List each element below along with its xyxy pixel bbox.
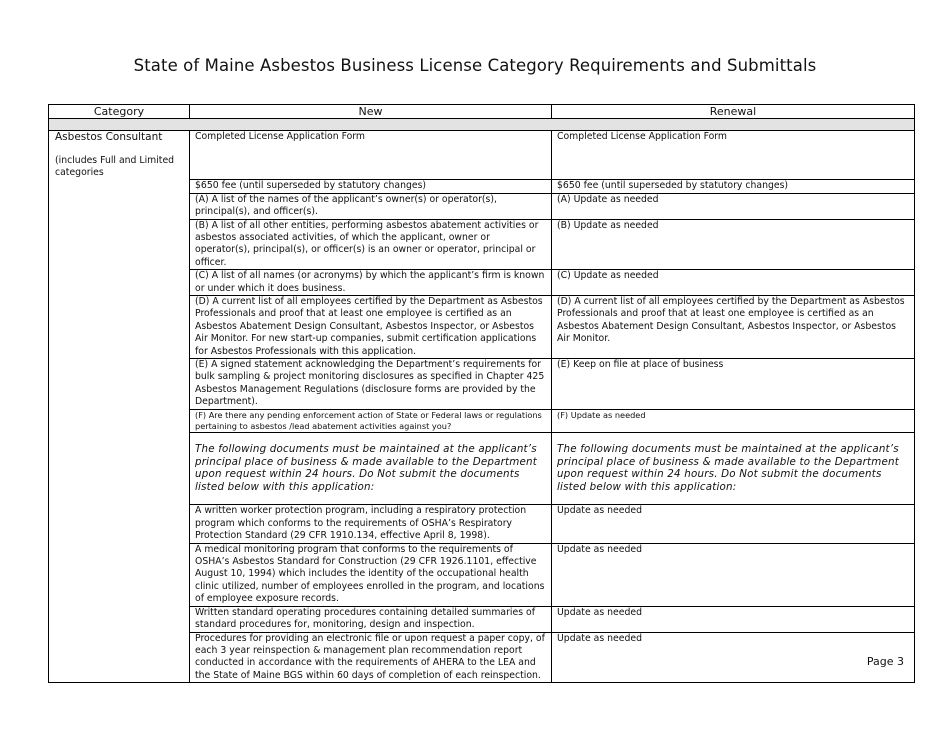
category-cell-empty [49, 409, 190, 433]
category-cell [49, 131, 190, 180]
spacer-cell [49, 119, 915, 131]
table-row [49, 409, 915, 433]
new-cell: $650 fee (until superseded by statutory changes) [190, 180, 552, 193]
renewal-cell: (F) Update as needed [552, 409, 915, 433]
new-cell: (D) A current list of all employees certified by the Department as Asbestos Professionals and proof that at least one employee is certified as an Asbestos Abatement Design Consultant, Asbestos Inspector, or Asbestos Air Monitor. For new start-up companies, submit certification applications for Asbestos Professionals with this application. [190, 295, 552, 358]
category-cell-empty [49, 505, 190, 543]
new-cell: A written worker protection program, including a respiratory protection program which conforms to the requirements of OSHA’s Respiratory Protection Standard (29 CFR 1910.134, effective April 8, 1998). [190, 505, 552, 543]
renewal-cell: (C) Update as needed [552, 270, 915, 296]
table-row [49, 505, 915, 543]
spacer-row [49, 119, 915, 131]
column-header-renewal: Renewal [552, 105, 915, 119]
table-header-row [49, 105, 915, 119]
category-cell-empty [49, 606, 190, 632]
new-cell: (F) Are there any pending enforcement action of State or Federal laws or regulations pertaining to asbestos /lead abatement activities against you? [190, 409, 552, 433]
table-row [49, 359, 915, 410]
category-name: Asbestos Consultant [55, 131, 163, 143]
page-number: Page 3 [866, 655, 904, 668]
category-note: (includes Full and Limited categories [55, 155, 175, 179]
table-row [49, 193, 915, 219]
renewal-cell: (E) Keep on file at place of business [552, 359, 915, 410]
renewal-cell-notice: The following documents must be maintained at the applicant’s principal place of business & made available to the Department upon request within 24 hours. Do Not submit the documents listed below with this application: [552, 433, 915, 505]
category-cell-empty [49, 270, 190, 296]
renewal-cell: Update as needed [552, 505, 915, 543]
table-row [49, 270, 915, 296]
renewal-cell: Update as needed [552, 632, 915, 683]
category-cell-empty [49, 359, 190, 410]
category-cell-empty [49, 543, 190, 606]
renewal-cell: Update as needed [552, 606, 915, 632]
new-cell: (A) A list of the names of the applicant’s owner(s) or operator(s), principal(s), and officer(s). [190, 193, 552, 219]
new-cell: Completed License Application Form [190, 131, 552, 180]
renewal-cell: (A) Update as needed [552, 193, 915, 219]
category-cell-empty [49, 295, 190, 358]
table-row [49, 131, 915, 180]
renewal-cell: Update as needed [552, 543, 915, 606]
category-cell-empty [49, 632, 190, 683]
category-cell-empty [49, 193, 190, 219]
requirements-table [48, 104, 915, 683]
new-cell: Procedures for providing an electronic file or upon request a paper copy, of each 3 year reinspection & management plan recommendation report conducted in accordance with the requirements of AHERA to the LEA and the State of Maine BGS within 60 days of completion of each reinspection. [190, 632, 552, 683]
new-cell: Written standard operating procedures containing detailed summaries of standard procedures for, monitoring, design and inspection. [190, 606, 552, 632]
new-cell: (B) A list of all other entities, performing asbestos abatement activities or asbestos associated activities, of which the applicant, owner or operator(s), principal(s), or officer(s) is an owner or operator, principal or officer. [190, 219, 552, 270]
column-header-category: Category [49, 105, 190, 119]
new-cell: A medical monitoring program that conforms to the requirements of OSHA’s Asbestos Standard for Construction (29 CFR 1926.1101, effective August 10, 1994) which includes the identity of the occupational health clinic utilized, number of employees enrolled in the program, and locations of employee exposure records. [190, 543, 552, 606]
category-cell-empty [49, 219, 190, 270]
category-cell-empty [49, 180, 190, 193]
table-row [49, 180, 915, 193]
page-title: State of Maine Asbestos Business License Category Requirements and Submittals [133, 56, 817, 75]
renewal-cell: (B) Update as needed [552, 219, 915, 270]
table-row [49, 295, 915, 358]
renewal-cell: Completed License Application Form [552, 131, 915, 180]
category-cell-empty [49, 433, 190, 505]
table-row [49, 543, 915, 606]
renewal-cell: (D) A current list of all employees certified by the Department as Asbestos Professionals and proof that at least one employee is certified as an Asbestos Abatement Design Consultant, Asbestos Inspector, or Asbestos Air Monitor. [552, 295, 915, 358]
table-row [49, 219, 915, 270]
new-cell-notice: The following documents must be maintained at the applicant’s principal place of business & made available to the Department upon request within 24 hours. Do Not submit the documents listed below with this application: [190, 433, 552, 505]
table-row [49, 606, 915, 632]
table-row [49, 433, 915, 505]
new-cell: (C) A list of all names (or acronyms) by which the applicant’s firm is known or under which it does business. [190, 270, 552, 296]
column-header-new: New [190, 105, 552, 119]
new-cell: (E) A signed statement acknowledging the Department’s requirements for bulk sampling & project monitoring disclosures as specified in Chapter 425 Asbestos Management Regulations (disclosure forms are provided by the Department). [190, 359, 552, 410]
table-row [49, 632, 915, 683]
renewal-cell: $650 fee (until superseded by statutory changes) [552, 180, 915, 193]
